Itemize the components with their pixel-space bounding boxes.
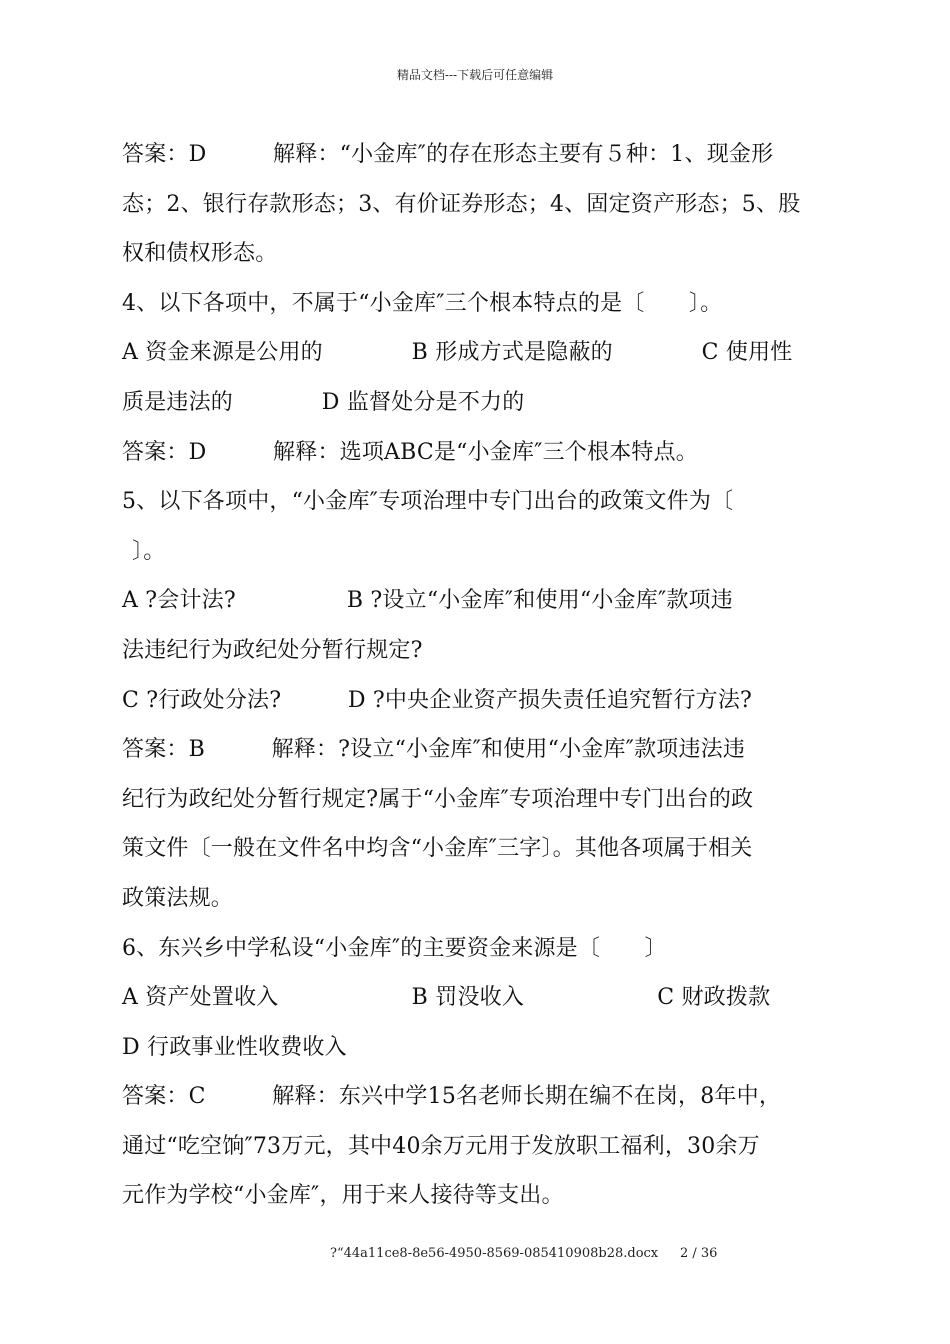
- answer-4: 答案：D 解释：选项ABC是“小金库″三个根本特点。: [122, 439, 699, 465]
- text-line: 政策法规。: [122, 885, 234, 911]
- text-line: A ?会计法? B ?设立“小金库″和使用“小金库″款项违: [122, 588, 733, 614]
- text-line: A 资金来源是公用的 B 形成方式是隐蔽的 C 使用性: [122, 340, 793, 366]
- answer-6: 答案：C 解释：东兴中学15名老师长期在编不在岗，8年中，: [122, 1084, 782, 1110]
- text-line: 策文件〔一般在文件名中均含“小金库″三字〕。其他各项属于相关: [122, 836, 753, 862]
- question-5: 5、以下各项中，“小金库″专项治理中专门出台的政策文件为〔: [122, 489, 734, 515]
- page-number: 2 / 36: [680, 1246, 718, 1261]
- text-line: D 行政事业性收费收入: [122, 1034, 347, 1060]
- document-body: [122, 130, 842, 1221]
- answer-5: 答案：B 解释：?设立“小金库″和使用“小金库″款项违法违: [122, 737, 746, 763]
- page-header: 精品文档---下载后可任意编辑: [396, 68, 554, 82]
- text-line: 元作为学校“小金库″，用于来人接待等支出。: [122, 1183, 564, 1209]
- text-line: 答案：D 解释：“小金库″的存在形态主要有５种：1、现金形: [122, 142, 774, 167]
- text-line: 态；2、银行存款形态；3、有价证券形态；4、固定资产形态；5、股: [122, 191, 801, 217]
- footer-filename: ?“44a11ce8-8e56-4950-8569-085410908b28.docx: [330, 1246, 659, 1261]
- text-line: 通过“吃空饷″73万元，其中40余万元用于发放职工福利，30余万: [122, 1133, 760, 1159]
- text-line: 法违纪行为政纪处分暂行规定?: [122, 637, 423, 663]
- question-6: 6、东兴乡中学私设“小金库″的主要资金来源是〔 〕: [122, 935, 667, 961]
- text-line: C ?行政处分法? D ?中央企业资产损失责任追究暂行方法?: [122, 687, 753, 713]
- question-4: 4、以下各项中，不属于“小金库″三个根本特点的是〔 〕。: [122, 290, 723, 316]
- text-line: 质是违法的 D 监督处分是不力的: [122, 389, 525, 415]
- text-line: 〕。: [132, 538, 166, 564]
- text-line: A 资产处置收入 B 罚没收入 C 财政拨款: [122, 985, 771, 1011]
- text-line: 纪行为政纪处分暂行规定?属于“小金库″专项治理中专门出台的政: [122, 786, 754, 812]
- text-line: 权和债权形态。: [122, 241, 278, 267]
